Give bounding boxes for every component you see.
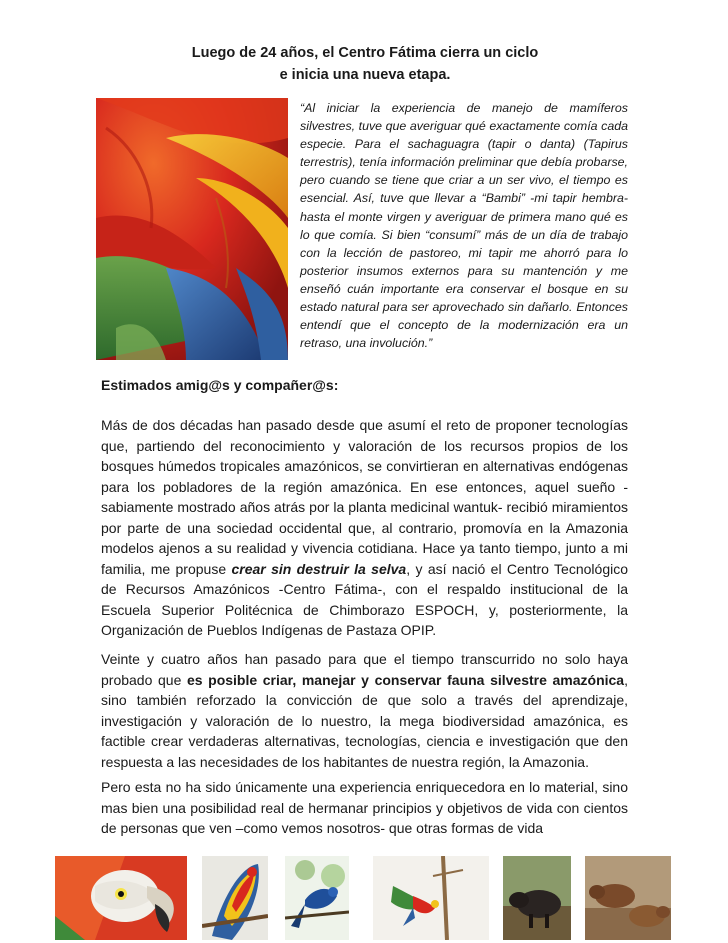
paragraph-1-text-end: , y así nació el Centro Tecnológico de Recursos Amazónicos -Centro Fátima-, con el respaldo institucional de la Escuela Superior Politécnica de Chimborazo ESPOCH, y, posteriormente, la Organización de Pueblos Indígenas de Pastaza OPIP. [101,560,628,638]
paragraph-1-emphasis: crear sin destruir la selva [231,560,407,577]
paragraph-2 [101,649,628,772]
wildlife-photo-strip [55,856,671,940]
macaw-feathers-illustration [96,98,288,360]
paragraph-3: Pero esta no ha sido únicamente una experiencia enriquecedora en lo material, sino mas bien una posibilidad real de hermanar principios y objetivos de vida con cientos de personas que ven –como vemos nosotros- que otras formas de vida [101,779,628,836]
macaw-perched-photo [202,856,268,940]
title-line-2: e inicia una nueva etapa. [279,67,451,83]
paragraph-2-emphasis: es posible criar, manejar y conservar fauna silvestre amazónica [186,671,625,688]
macaw-feathers-photo [96,98,288,360]
macaw-head-photo [55,856,187,940]
peccary-photo [503,856,571,940]
title-line-1: Luego de 24 años, el Centro Fátima cierra un ciclo [191,45,539,61]
letter-greeting: Estimados amig@s y compañer@s: [101,377,339,393]
flying-bird-photo [373,856,489,940]
paragraph-2-text-start: Veinte y cuatro años han pasado para que el tiempo transcurrido no solo haya probado que [101,651,628,688]
page-title [100,42,630,86]
paragraph-1-text-start: Más de dos décadas han pasado desde que asumí el reto de proponer tecnologías que, partiendo del reconocimiento y valoración de los recursos propios de los bosques húmedos tropicales amazónicos, se convirtieran en alternativas endógenas para los pobladores de la región amazónica. En ese entonces, aquel sueño -sabiamente mostrado años atrás por la planta medicinal wantuk- recibió miramientos por parte de una sociedad occidental que, al contrario, promovía en la Amazonia modelos ajenos a su realidad y vivencia cotidiana. Hace ya tanto tiempo, junto a mi familia, me propuse [101,417,628,577]
paragraph-1 [101,415,628,641]
paragraph-2-text-end: , sino también reforzado la convicción de que solo a través del aprendizaje, investigación y valoración de lo nuestro, la mega biodiversidad amazónica, es factible crear verdaderas alternativas, tecnologías, ciencia e investigación que den respuesta a las necesidades de los habitantes de nuestra región, la Amazonia. [101,671,628,770]
blue-bird-photo [285,856,349,940]
capybara-photo [585,856,671,940]
testimonial-quote: “Al iniciar la experiencia de manejo de mamíferos silvestres, tuve que averiguar qué exactamente comía cada especie. Para el sachaguagra (tapir o danta) (Tapirus terrestris), tenía información preliminar que debía probarse, pero cuando se tiene que criar a un ser vivo, el tiempo es esencial. Así, tuve que llevar a “Bambi” -mi tapir hembra- hasta el monte virgen y averiguar de primera mano qué es lo que comía. Si bien “consumí” más de un día de trabajo con la lección de pastoreo, mi tapir me ahorró para lo posterior insumos externos para su mantención y me enseñó cuán importante era conservar el bosque en su estado natural para ser aprovechado sin dañarlo. Entonces entendí que el concepto de la modernización era un retraso, una involución.” [300,101,628,351]
